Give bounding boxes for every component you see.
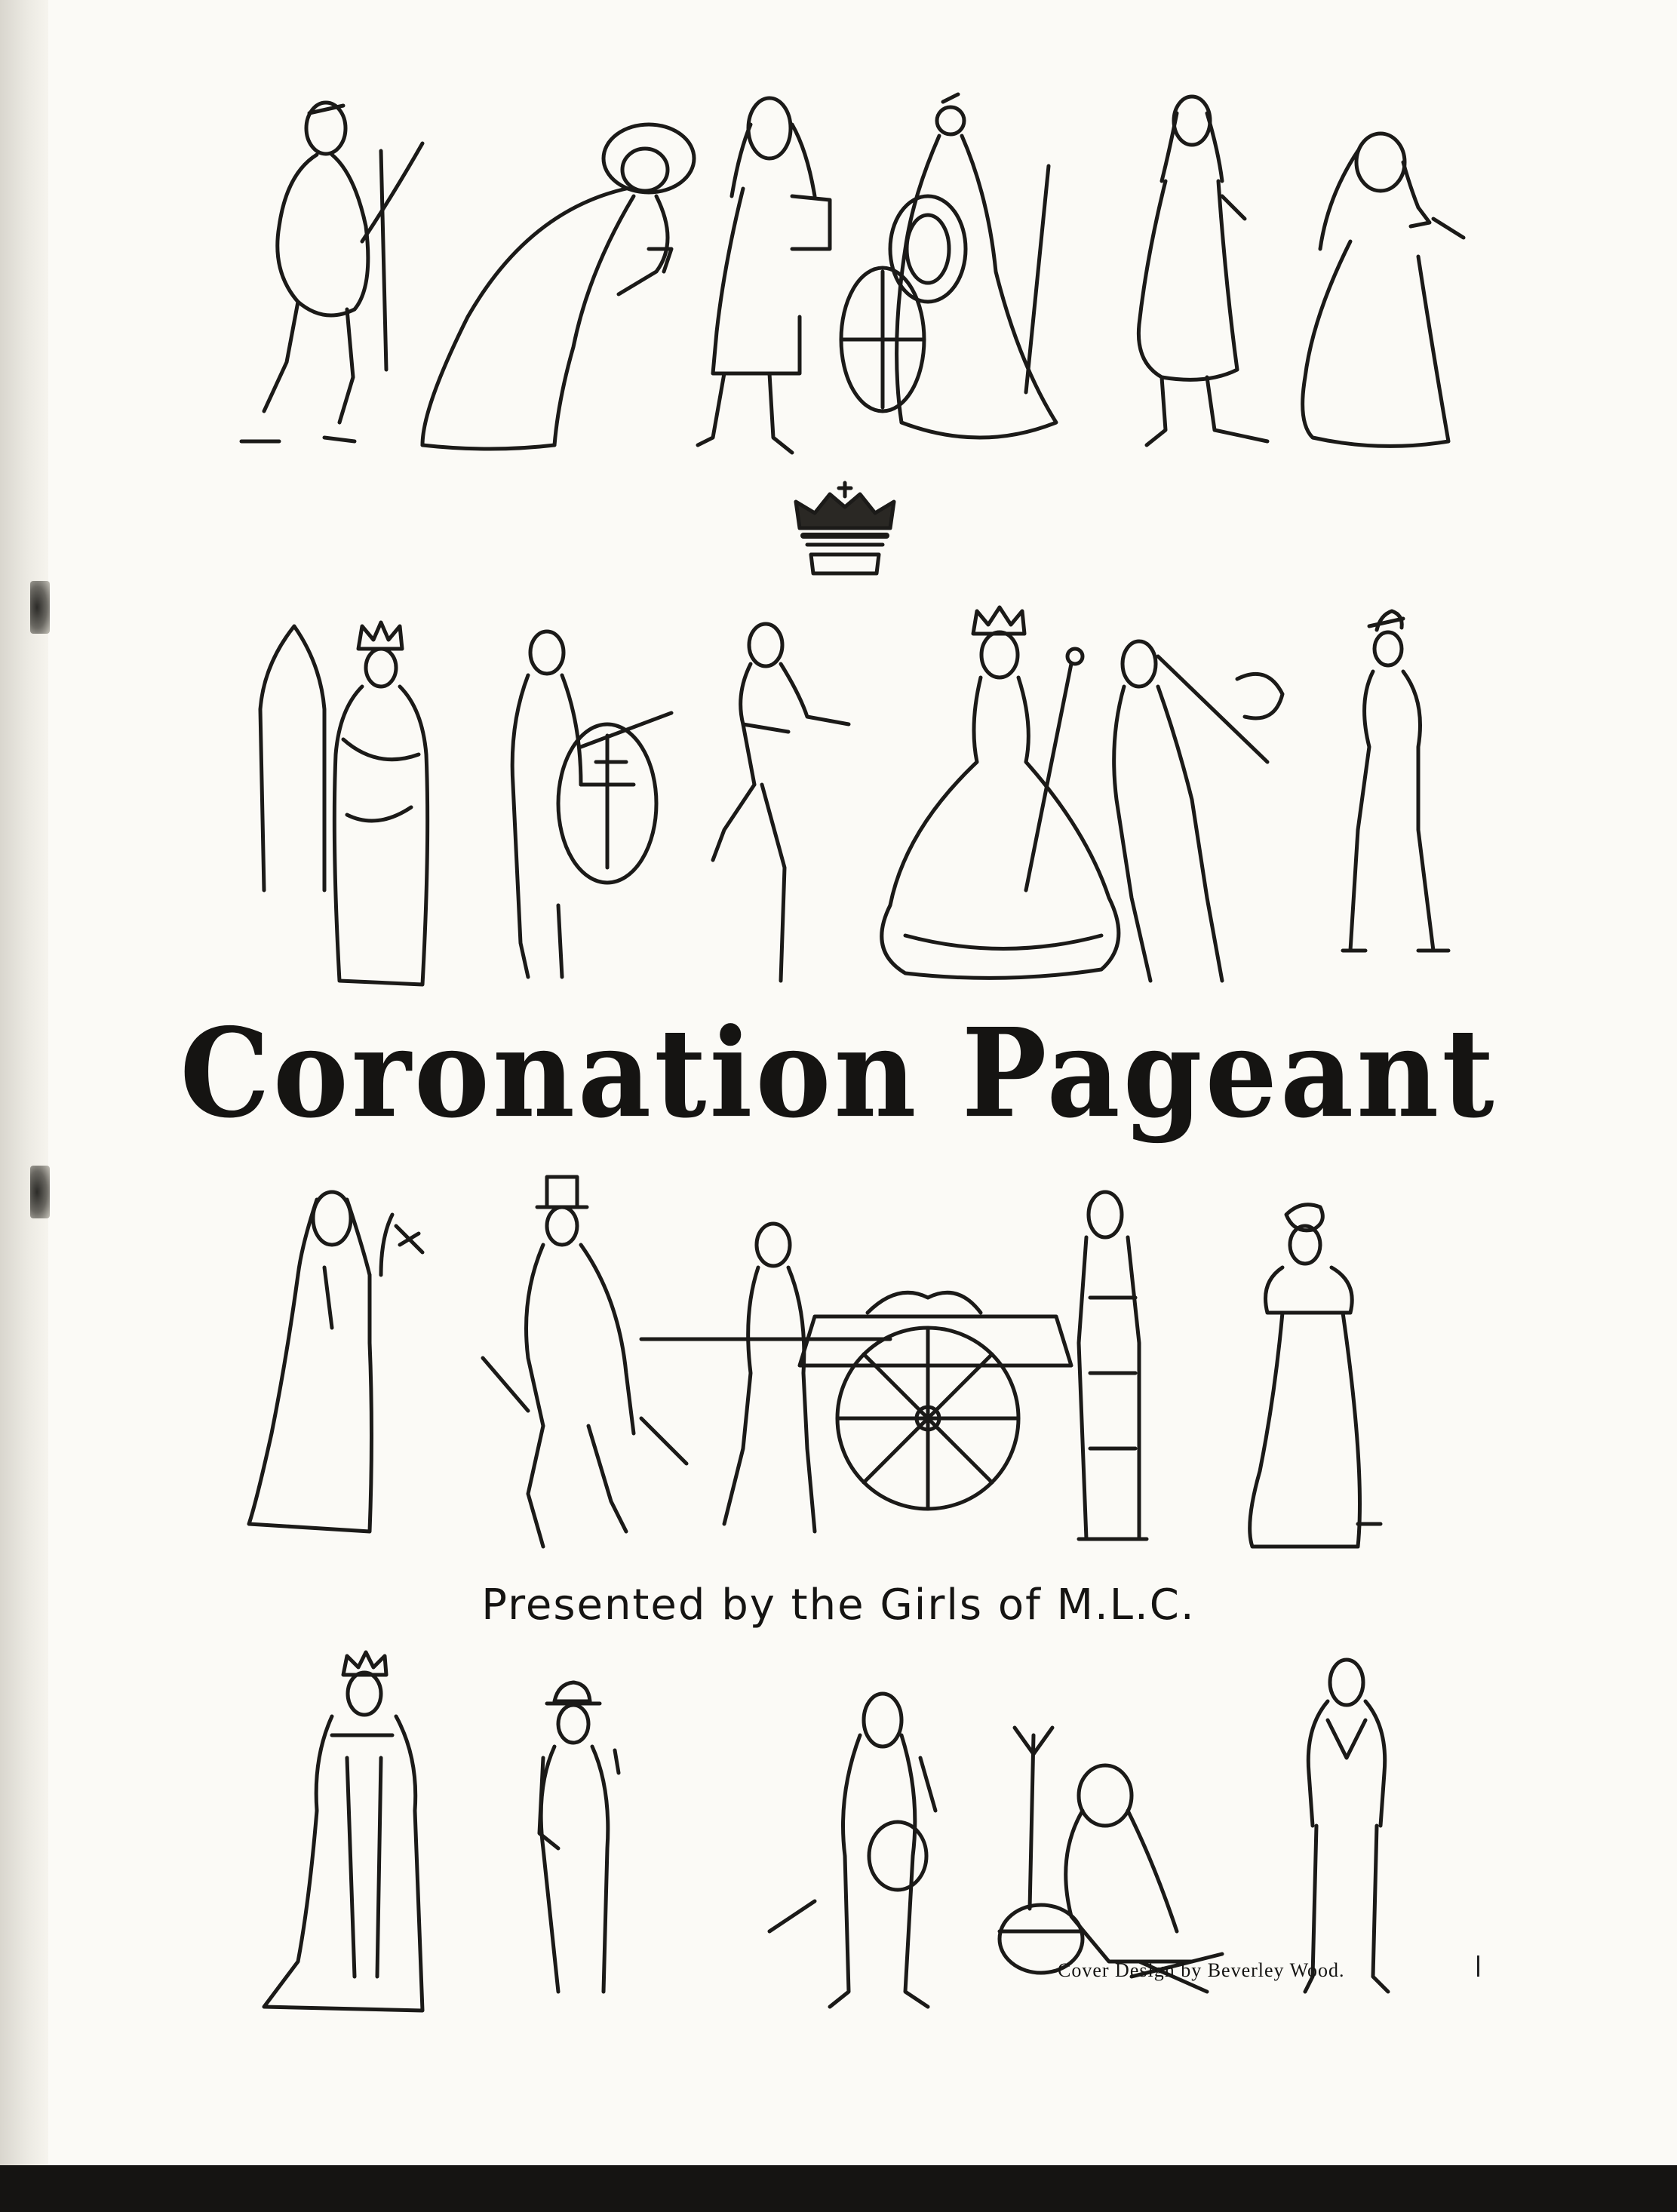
figure-figure-in-long-coat bbox=[1079, 1192, 1147, 1539]
figure-lady-in-ballgown bbox=[882, 607, 1119, 978]
figure-crowned-queen bbox=[334, 622, 427, 985]
cover-subtitle: Presented by the Girls of M.L.C. bbox=[481, 1581, 1196, 1630]
figure-woman-with-lamp bbox=[1303, 134, 1464, 446]
figure-medieval-lady-gown bbox=[249, 1192, 422, 1532]
figure-woman-in-suit bbox=[1305, 1660, 1388, 1992]
figure-britannia-with-shield bbox=[841, 94, 1056, 438]
figure-gentleman-in-top-hat bbox=[483, 1177, 686, 1547]
figure-saint-with-halo bbox=[422, 124, 694, 449]
figure-woman-reading bbox=[698, 98, 830, 453]
figure-knight-with-spear bbox=[241, 103, 422, 441]
figure-man-pulling-cart bbox=[641, 1224, 890, 1532]
figure-man-in-bowler-hat bbox=[539, 1682, 619, 1992]
figure-crusader-with-shield bbox=[512, 631, 671, 977]
figure-tramp-with-stick bbox=[1114, 641, 1282, 981]
figure-dome-arch bbox=[260, 626, 324, 890]
figure-peasant-woman bbox=[1138, 97, 1267, 445]
figure-tudor-queen bbox=[264, 1652, 422, 2011]
figure-cart-with-wheel bbox=[800, 1292, 1071, 1509]
margin-mark bbox=[1477, 1955, 1479, 1977]
figure-modern-woman-in-slacks bbox=[1343, 611, 1448, 951]
figure-witch-with-cauldron bbox=[1000, 1728, 1222, 1992]
figure-soldier-with-shield bbox=[769, 1694, 935, 2007]
cover-title: Coronation Pageant bbox=[180, 1001, 1497, 1146]
crown-icon bbox=[796, 483, 894, 573]
figure-jester-dancing bbox=[713, 624, 849, 981]
cover-design-credit: —Cover Design by Beverley Wood. bbox=[1037, 1959, 1345, 1981]
figure-edwardian-woman bbox=[1250, 1205, 1381, 1547]
